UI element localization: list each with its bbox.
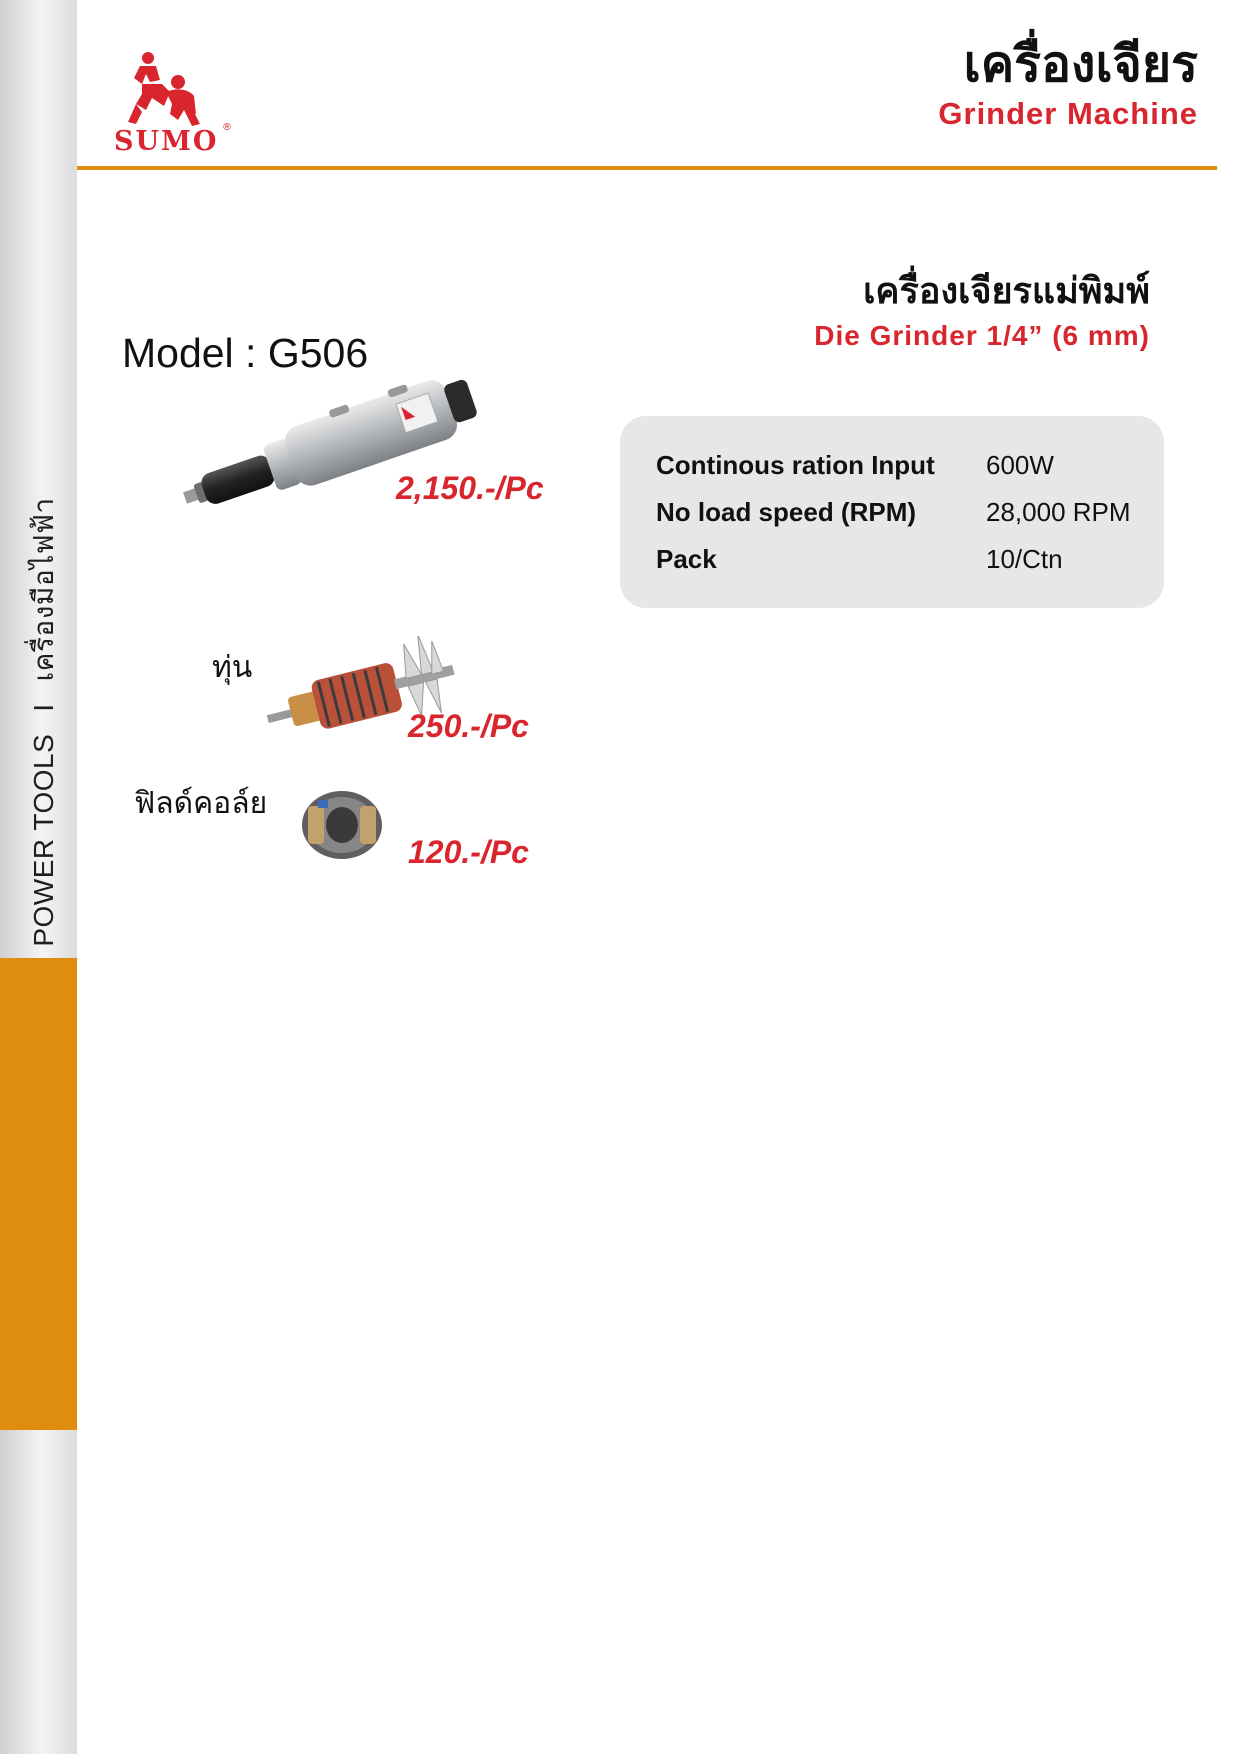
armature-price: 250.-/Pc — [408, 708, 529, 744]
part-label-armature: ทุ่น — [212, 650, 253, 685]
sumo-wrestler-icon — [128, 52, 200, 126]
logo-registered-mark: ® — [222, 122, 232, 133]
category-title-th: เครื่องเจียร — [963, 35, 1198, 93]
field-coil-price: 120.-/Pc — [408, 834, 529, 870]
spec-label: Pack — [656, 544, 717, 574]
product-title-en: Die Grinder 1/4” (6 mm) — [814, 320, 1150, 351]
spec-label: Continous ration Input — [656, 450, 935, 480]
product-title — [814, 268, 1150, 356]
product-title-th: เครื่องเจียรแม่พิมพ์ — [863, 271, 1150, 312]
category-title-en: Grinder Machine — [938, 96, 1198, 131]
spec-value: 600W — [986, 450, 1054, 480]
field-coil-icon — [296, 784, 388, 866]
sidebar-section-en: POWER TOOLS — [28, 733, 59, 947]
spec-table — [620, 416, 1164, 608]
model-label: Model : G506 — [122, 330, 369, 376]
spec-label: No load speed (RPM) — [656, 497, 917, 527]
spec-value: 10/Ctn — [986, 544, 1063, 574]
sumo-logo — [112, 48, 238, 160]
sidebar-separator: I — [28, 703, 59, 712]
sidebar-section-th: เครื่องมือไฟฟ้า — [27, 497, 60, 682]
spec-value: 28,000 RPM — [986, 497, 1131, 527]
sidebar — [0, 0, 77, 1754]
category-title — [938, 34, 1198, 134]
sidebar-accent-band — [0, 958, 77, 1430]
header-divider — [77, 166, 1217, 170]
part-label-field-coil: ฟิลด์คอล์ย — [134, 786, 268, 821]
product-price: 2,150.-/Pc — [396, 470, 544, 506]
sidebar-section-title — [22, 497, 66, 946]
logo-wordmark: SUMO — [114, 126, 219, 157]
